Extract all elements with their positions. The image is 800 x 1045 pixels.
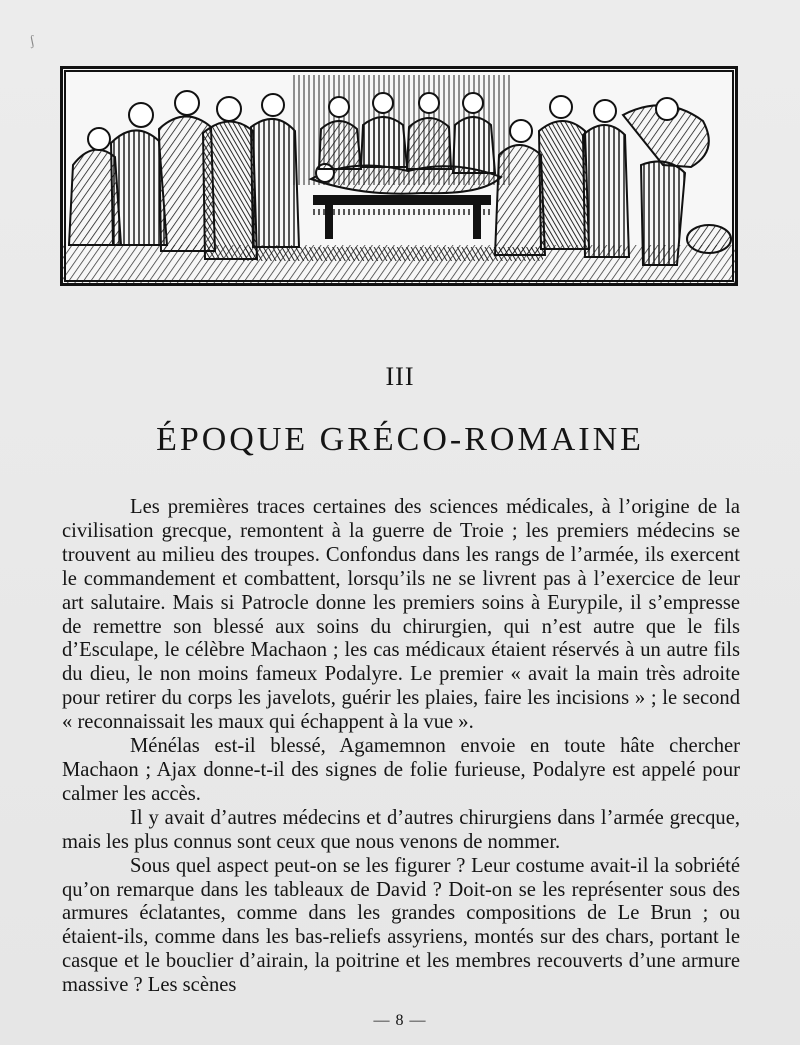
engraving-illustration: [60, 66, 738, 286]
paragraph: Il y avait d’autres médecins et d’autres chirurgiens dans l’armée grecque, mais les plus connus sont ceux que nous venons de nommer.: [62, 806, 740, 853]
page-number: — 8 —: [373, 1012, 427, 1029]
margin-mark: ʃ: [28, 33, 37, 50]
body-text: [62, 496, 740, 998]
paragraph: Ménélas est-il blessé, Agamemnon envoie en toute hâte chercher Machaon ; Ajax donne-t-il des signes de folie furieuse, Podalyre est appelé pour calmer les accès.: [62, 735, 740, 805]
chapter-number: III: [385, 362, 415, 391]
chapter-title: ÉPOQUE GRÉCO-ROMAINE: [156, 421, 644, 458]
paragraph: Sous quel aspect peut-on se les figurer ? Leur costume avait-il la sobriété qu’on remarque dans les tableaux de David ? Doit-on se les représenter sous des armures éclatantes, comme dans les grandes compositions de Le Brun ; ou étaient-ils, comme dans les bas-reliefs assyriens, montés sur des chars, portant le casque et le bouclier d’airain, la poitrine et les membres recouverts d’une armure massive ? Les scènes: [62, 854, 740, 997]
woodcut-scene: [63, 69, 735, 283]
paragraph: Les premières traces certaines des sciences médicales, à l’origine de la civilisation grecque, remontent à la guerre de Troie ; les premiers médecins se trouvent au milieu des troupes. Confondus dans les rangs de l’armée, ils exercent le commandement et combattent, lorsqu’ils ne se livrent pas à l’exercice de leur art salutaire. Mais si Patrocle donne les premiers soins à Eurypile, il s’empresse de remettre son blessé aux soins du chirurgien, qui n’est autre que le fils d’Esculape, le célèbre Machaon ; les cas médicaux étaient réservés à un autre fils du dieu, le non moins fameux Podalyre. Le premier « avait la main très adroite pour retirer du corps les javelots, guérir les plaies, faire les incisions » ; le second « reconnaissait les maux qui échappent à la vue ».: [62, 496, 740, 734]
